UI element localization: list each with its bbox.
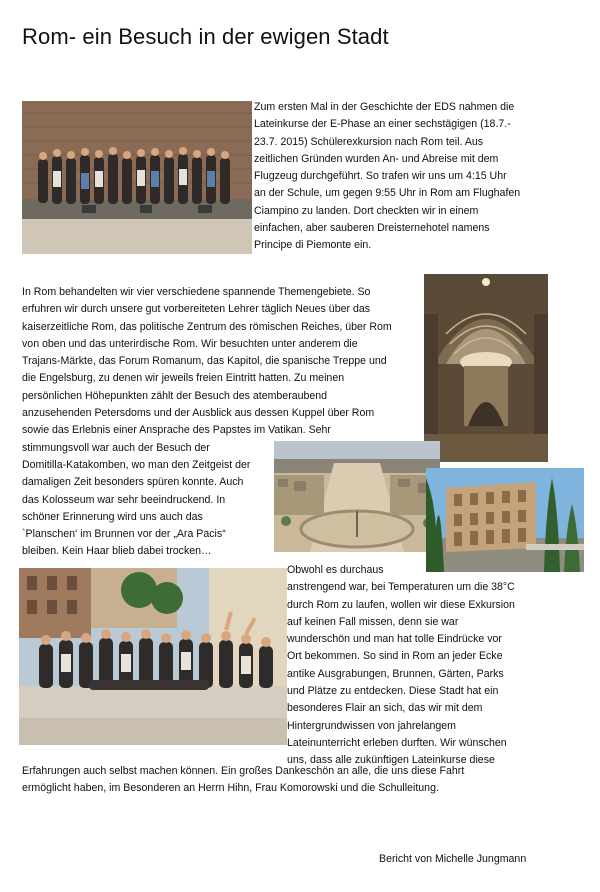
closing-paragraph-side [287, 562, 515, 770]
text-line: erfuhren wir durch unsere gut vorbereiteten Lehrer täglich Neues über das [22, 303, 371, 316]
text-line: ermöglicht haben, im Besonderen an Herrn Hihn, Frau Komorowski und die Schulleitung. [22, 782, 439, 795]
text-line: an der Schule, um gegen 9:55 Uhr in Rom am Flughafen [254, 187, 521, 200]
st-peters-square-photo [274, 441, 440, 552]
text-line: von oben und das unterirdische Rom. Wir besuchten unter anderem die [22, 337, 358, 350]
text-line: 23.7. 2015) Schülerexkursion nach Rom teil. Aus [254, 135, 484, 148]
text-line: `Planschen‘ im Brunnen vor der „Ara Pacis“ [22, 528, 226, 541]
text-line: Hintergrundwissen von jahrelangem [287, 719, 457, 732]
text-line: durch Rom zu laufen, wollen wir diese Exkursion [287, 598, 515, 611]
text-line: Ciampino zu landen. Dort checkten wir in einem [254, 204, 479, 217]
group-photo-wall [22, 101, 252, 254]
group-photo-fountain [19, 568, 287, 745]
article-title: Rom- ein Besuch in der ewigen Stadt [22, 24, 389, 49]
text-line: einfachen, aber sauberen Dreisternehotel namens [254, 222, 490, 235]
text-line: Principe di Piemonte ein. [254, 239, 372, 252]
text-line: zeitlichen Gründen wurden An- und Abreise mit dem [254, 152, 499, 165]
text-line: In Rom behandelten wir vier verschiedene spannende Themengebiete. So [22, 286, 371, 298]
text-line: das Kolosseum war sehr beeindruckend. In [22, 493, 226, 506]
text-line: Domitilla-Katakomben, wo man den Zeitgeist der [22, 458, 251, 471]
text-line: Flugzeug durchgeführt. So trafen wir uns um 4:15 Uhr [254, 170, 507, 183]
text-line: Obwohl es durchaus [287, 564, 384, 576]
text-line: auf keinen Fall missen, denn sie war [287, 615, 459, 628]
text-line: Ort bekommen. So sind in Rom an jeder Ecke [287, 650, 503, 663]
text-line: wunderschön und man hat tolle Eindrücke vor [287, 633, 502, 646]
text-line: persönlichen Höhepunkten zählt der Besuch des atemberaubend [22, 389, 328, 402]
text-line: anstrengend war, bei Temperaturen um die 38°C [287, 581, 515, 594]
st-peters-interior-photo [424, 274, 548, 462]
text-line: und Plätze zu entdecken. Diese Stadt hat ein [287, 685, 499, 698]
text-line: Lateinunterricht erleben durften. Wir wünschen [287, 736, 507, 749]
text-line: Trajans-Märkte, das Forum Romanum, das Kapitol, die spanische Treppe und [22, 355, 387, 368]
text-line: besonderes Flair an sich, das wir mit dem [287, 702, 483, 715]
text-line: damaligen Zeit besonders spüren konnte. Auch [22, 476, 244, 489]
colosseum-photo [426, 468, 584, 572]
text-line: sowie das Erlebnis einer Ansprache des Papstes im Vatikan. Sehr [22, 424, 331, 437]
text-line: die Engelsburg, zu denen wir jeweils freien Eintritt hatten. Zu meinen [22, 372, 345, 385]
text-line: Zum ersten Mal in der Geschichte der EDS nahmen die [254, 101, 515, 113]
closing-paragraph-full [22, 763, 464, 798]
text-line: anzusehenden Petersdoms und der Ausblick aus dessen Kuppel über Rom [22, 407, 375, 420]
text-line: bleiben. Kein Haar blieb dabei trocken… [22, 545, 212, 558]
text-line: schöner Erinnerung wird uns auch das [22, 510, 203, 523]
text-line: Erfahrungen auch selbst machen können. Ein großes Dankeschön an alle, die uns diese Fahrt [22, 765, 465, 777]
text-line: antike Ausgrabungen, Brunnen, Gärten, Parks [287, 667, 504, 680]
text-line: stimmungsvoll war auch der Besuch der [22, 441, 210, 454]
text-line: kaiserzeitliche Rom, das politische Zentrum des römischen Reiches, über Rom [22, 320, 392, 333]
intro-paragraph [254, 99, 520, 255]
text-line: uns, dass alle zukünftigen Lateinkurse diese [287, 754, 495, 767]
author-credit: Bericht von Michelle Jungmann [379, 853, 527, 865]
text-line: Lateinkurse der E-Phase an einer sechstägigen (18.7.- [254, 118, 511, 131]
